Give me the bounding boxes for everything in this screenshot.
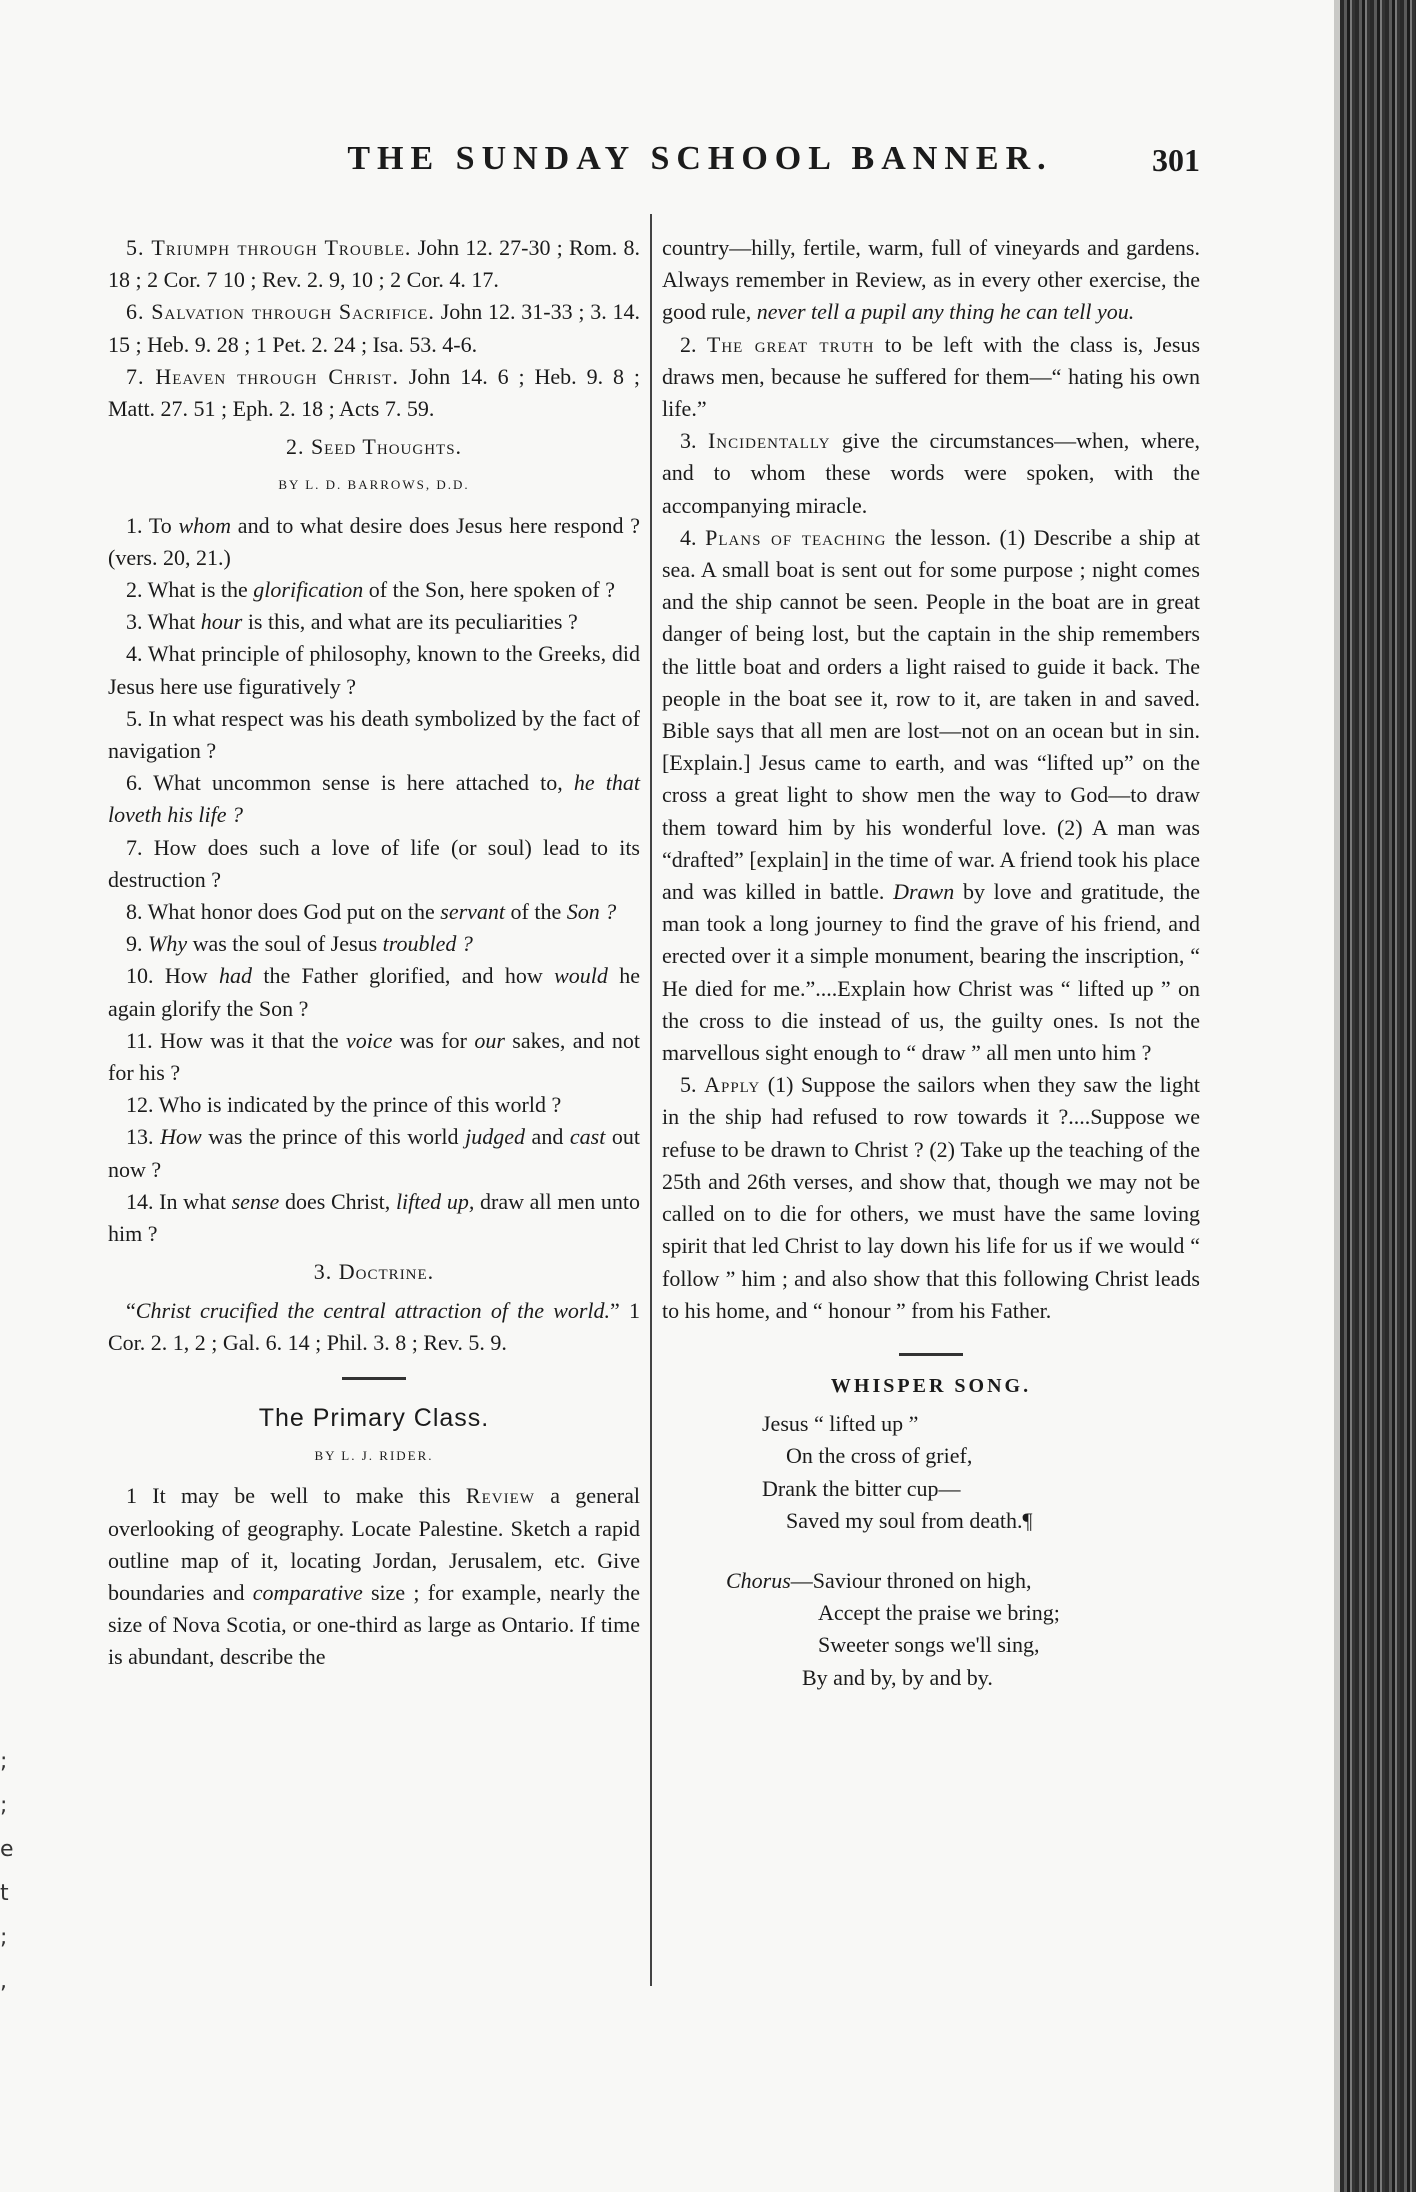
text-run: size ; for example, nearly the size of Nova Scotia, or one-third as large as Ontario. If time is abundant, describe the <box>108 1579 640 1670</box>
doctrine-text <box>108 1295 640 1359</box>
text-run: 12. Who is indicated by the prince of this world ? <box>126 1092 562 1118</box>
question-item <box>108 928 640 960</box>
body-paragraph <box>662 522 1200 1069</box>
italic-text: Christ crucified the central attraction of the world. <box>135 1297 611 1323</box>
question-item <box>108 638 640 702</box>
body-paragraph <box>662 425 1200 522</box>
book-binding-edge <box>1340 0 1416 2192</box>
text-run: was for <box>392 1027 475 1053</box>
song-line: Jesus “ lifted up ” <box>762 1411 919 1437</box>
text-run: the Father glorified, and how <box>251 963 555 989</box>
section-heading-doctrine: 3. Doctrine. <box>313 1259 435 1285</box>
italic-text: he that loveth his life ? <box>108 770 640 828</box>
text-run: 14. In what <box>126 1188 232 1214</box>
text-run: of the Son, here spoken of ? <box>363 577 616 603</box>
question-item <box>108 896 640 928</box>
song-verse <box>762 1408 1200 1537</box>
body-paragraph <box>662 329 1200 426</box>
column-divider <box>650 214 652 1986</box>
italic-text: glorification <box>253 577 364 603</box>
text-run: the lesson. (1) Describe a ship at sea. A small boat is sent out for some purpose ; night comes and the ship cannot be seen. People in the boat are in great danger of being lost, but the captain in the ship remembers the little boat and orders a light raised to guide it back. The people in the boat see it, row to it, are taken in and saved. Bible says that all men are lost—not on an ocean but in sin. [Explain.] Jesus came to earth, and was “lifted up” on the cross a great light to show men the way to God—to draw them toward him by his wonderful love. (2) A man was “drafted” [explain] in the time of war. A friend took his place and was killed in battle. <box>662 524 1200 905</box>
text-run: and to what desire does Jesus here respond ? (vers. 20, 21.) <box>108 512 640 570</box>
text-run: 2. What is the <box>126 577 254 603</box>
question-list <box>108 510 640 1251</box>
reference-heading: 5. Triumph through Trouble. <box>126 235 412 260</box>
text-run: and <box>524 1124 570 1150</box>
gutter-mark: , <box>0 1969 7 1994</box>
italic-text: our <box>474 1027 505 1053</box>
section-rule <box>899 1353 963 1356</box>
text-run: 5. In what respect was his death symbolized by the fact of navigation ? <box>108 705 640 764</box>
text-run: 13. <box>126 1124 161 1150</box>
smallcaps-text: The great truth <box>706 331 875 357</box>
text-run: 10. How <box>126 963 219 989</box>
right-column <box>662 232 1200 1694</box>
section-heading-seed-thoughts: 2. Seed Thoughts. <box>285 434 463 460</box>
question-item <box>108 574 640 606</box>
body-paragraph <box>662 232 1200 329</box>
text-run: by love and gratitude, the man took a long journey to find the grave of his friend, and erected over it a simple monument, bearing the inscription, “ He died for me.”....Explain how Christ was “ lifted up ” on the cross to die instead of us, the guilty ones. Is not the marvellous sight enough to “ draw ” all men unto him ? <box>662 879 1200 1066</box>
question-item <box>108 832 640 896</box>
text-run: to be left with the class is, Jesus draws men, because he suffered for them—“ hating his own life.” <box>662 331 1201 422</box>
gutter-mark: t <box>0 1881 9 1906</box>
chorus-line: By and by, by and by. <box>802 1664 993 1690</box>
song-line: Saved my soul from death.¶ <box>786 1507 1033 1533</box>
left-column <box>108 232 640 1674</box>
chorus-text: —Saviour throned on high, <box>790 1567 1032 1593</box>
section-heading-primary-class: The Primary Class. <box>258 1403 490 1432</box>
italic-text: voice <box>345 1027 393 1053</box>
song-line: On the cross of grief, <box>786 1443 973 1469</box>
primary-paragraph <box>108 1480 640 1673</box>
reference-heading: 6. Salvation through Sacrifice. <box>126 299 435 325</box>
text-run: does Christ, <box>279 1188 396 1214</box>
chorus-label: Chorus <box>726 1567 791 1593</box>
smallcaps-text: Review <box>465 1483 535 1509</box>
reference-item <box>108 296 640 360</box>
text-run: ” 1 Cor. 2. 1, 2 ; Gal. 6. 14 ; Phil. 3. 8 ; Rev. 5. 9. <box>108 1297 640 1355</box>
text-run: was the soul of Jesus <box>187 931 383 957</box>
italic-text: servant <box>440 899 506 925</box>
text-run: 9. <box>126 931 148 957</box>
question-item <box>108 1186 640 1250</box>
italic-text: comparative <box>252 1579 363 1605</box>
text-run: 1. To <box>126 512 179 538</box>
text-run: he again glorify the Son ? <box>108 963 640 1021</box>
reference-item <box>108 361 640 425</box>
text-run: country—hilly, fertile, warm, full of vineyards and gardens. Always remember in Review, as in every other exercise, the good rule, <box>662 235 1200 325</box>
italic-text: whom <box>178 512 232 538</box>
smallcaps-text: Apply <box>704 1072 761 1098</box>
paragraph-list <box>662 232 1200 1327</box>
question-item <box>108 510 640 574</box>
text-run: 5. <box>680 1072 705 1098</box>
italic-text: never tell a pupil any thing he can tell you. <box>756 299 1135 325</box>
italic-text: had <box>218 963 252 989</box>
text-run: 4. What principle of philosophy, known to the Greeks, did Jesus here use figuratively ? <box>108 641 640 699</box>
text-run: of the <box>505 899 567 925</box>
question-item <box>108 703 640 767</box>
italic-text: would <box>554 963 608 989</box>
italic-text: How <box>160 1124 202 1150</box>
text-run: out now ? <box>108 1124 641 1182</box>
song-line: Drank the bitter cup— <box>762 1475 961 1501</box>
italic-text: Son ? <box>566 899 617 925</box>
song-title: WHISPER SONG. <box>830 1374 1032 1397</box>
reference-text: John 12. 31-33 ; 3. 14. 15 ; Heb. 9. 28 ; 1 Pet. 2. 24 ; Isa. 53. 4-6. <box>108 299 641 357</box>
italic-text: hour <box>200 609 243 635</box>
section-rule <box>342 1377 406 1380</box>
italic-text: troubled ? <box>382 931 473 957</box>
text-run: a general overlooking of geography. Locate Palestine. Sketch a rapid outline map of it, locating Jordan, Jerusalem, etc. Give boundaries and <box>108 1483 641 1605</box>
running-head <box>200 140 1200 190</box>
text-run: was the prince of this world <box>201 1124 466 1150</box>
gutter-mark: ; <box>0 1749 8 1774</box>
byline-barrows: BY L. D. BARROWS, D.D. <box>278 477 470 493</box>
question-item <box>108 1089 640 1121</box>
question-item <box>108 1121 640 1185</box>
italic-text: Why <box>148 931 188 957</box>
gutter-mark: ; <box>0 1793 8 1818</box>
gutter-marks <box>0 1740 14 2000</box>
byline-rider: BY L. J. RIDER. <box>314 1448 434 1464</box>
question-item <box>108 767 640 831</box>
question-item <box>108 606 640 638</box>
italic-text: sense <box>231 1188 280 1214</box>
reference-heading: 7. Heaven through Christ. <box>126 363 399 389</box>
text-run: draw all men unto him ? <box>108 1188 640 1247</box>
text-run: 8. What honor does God put on the <box>126 899 441 925</box>
text-run: “ <box>126 1297 136 1323</box>
reference-item <box>108 232 640 296</box>
text-run: 2. <box>680 331 707 357</box>
question-item <box>108 1025 640 1089</box>
gutter-mark: e <box>0 1837 14 1862</box>
question-item <box>108 960 640 1024</box>
chorus-line <box>726 1565 1200 1597</box>
text-run: 3. <box>680 428 708 454</box>
smallcaps-text: Incidentally <box>707 428 831 454</box>
text-run: 4. <box>680 524 706 550</box>
gutter-mark: ; <box>0 1925 8 1950</box>
italic-text: Drawn <box>893 879 955 905</box>
page-title: THE SUNDAY SCHOOL BANNER. <box>347 140 1053 177</box>
text-run: give the circumstances—when, where, and to whom these words were spoken, with the accompanying miracle. <box>662 428 1201 518</box>
smallcaps-text: Plans of teaching <box>705 524 887 550</box>
text-run: (1) Suppose the sailors when they saw the light in the ship had refused to row towards it ?....Suppose we refuse to be drawn to Christ ? (2) Take up the teaching of the 25th and 26th verses, and show that, though we may not be called on to die for others, we must have the same loving spirit that led Christ to lay down his life for us if we would “ follow ” him ; and also show that this following Christ leads to his home, and “ honour ” from his Father. <box>662 1072 1200 1323</box>
italic-text: cast <box>569 1124 606 1150</box>
text-run: 11. How was it that the <box>126 1027 346 1053</box>
text-run: 1 It may be well to make this <box>126 1483 466 1509</box>
page-number: 301 <box>1152 142 1200 178</box>
song-chorus <box>726 1565 1200 1694</box>
text-run: 7. How does such a love of life (or soul) lead to its destruction ? <box>108 834 640 892</box>
chorus-line: Sweeter songs we'll sing, <box>818 1632 1040 1658</box>
reference-text: John 14. 6 ; Heb. 9. 8 ; Matt. 27. 51 ; Eph. 2. 18 ; Acts 7. 59. <box>108 363 640 422</box>
italic-text: judged <box>465 1124 525 1150</box>
text-run: sakes, and not for his ? <box>108 1027 641 1086</box>
chorus-line: Accept the praise we bring; <box>818 1600 1060 1626</box>
text-run: is this, and what are its peculiarities ? <box>242 609 578 635</box>
body-paragraph <box>662 1069 1200 1327</box>
text-run: 6. What uncommon sense is here attached to, <box>126 770 574 796</box>
text-run: 3. What <box>126 609 201 635</box>
reference-text: John 12. 27-30 ; Rom. 8. 18 ; 2 Cor. 7 10 ; Rev. 2. 9, 10 ; 2 Cor. 4. 17. <box>108 235 640 293</box>
italic-text: lifted up, <box>395 1188 475 1214</box>
